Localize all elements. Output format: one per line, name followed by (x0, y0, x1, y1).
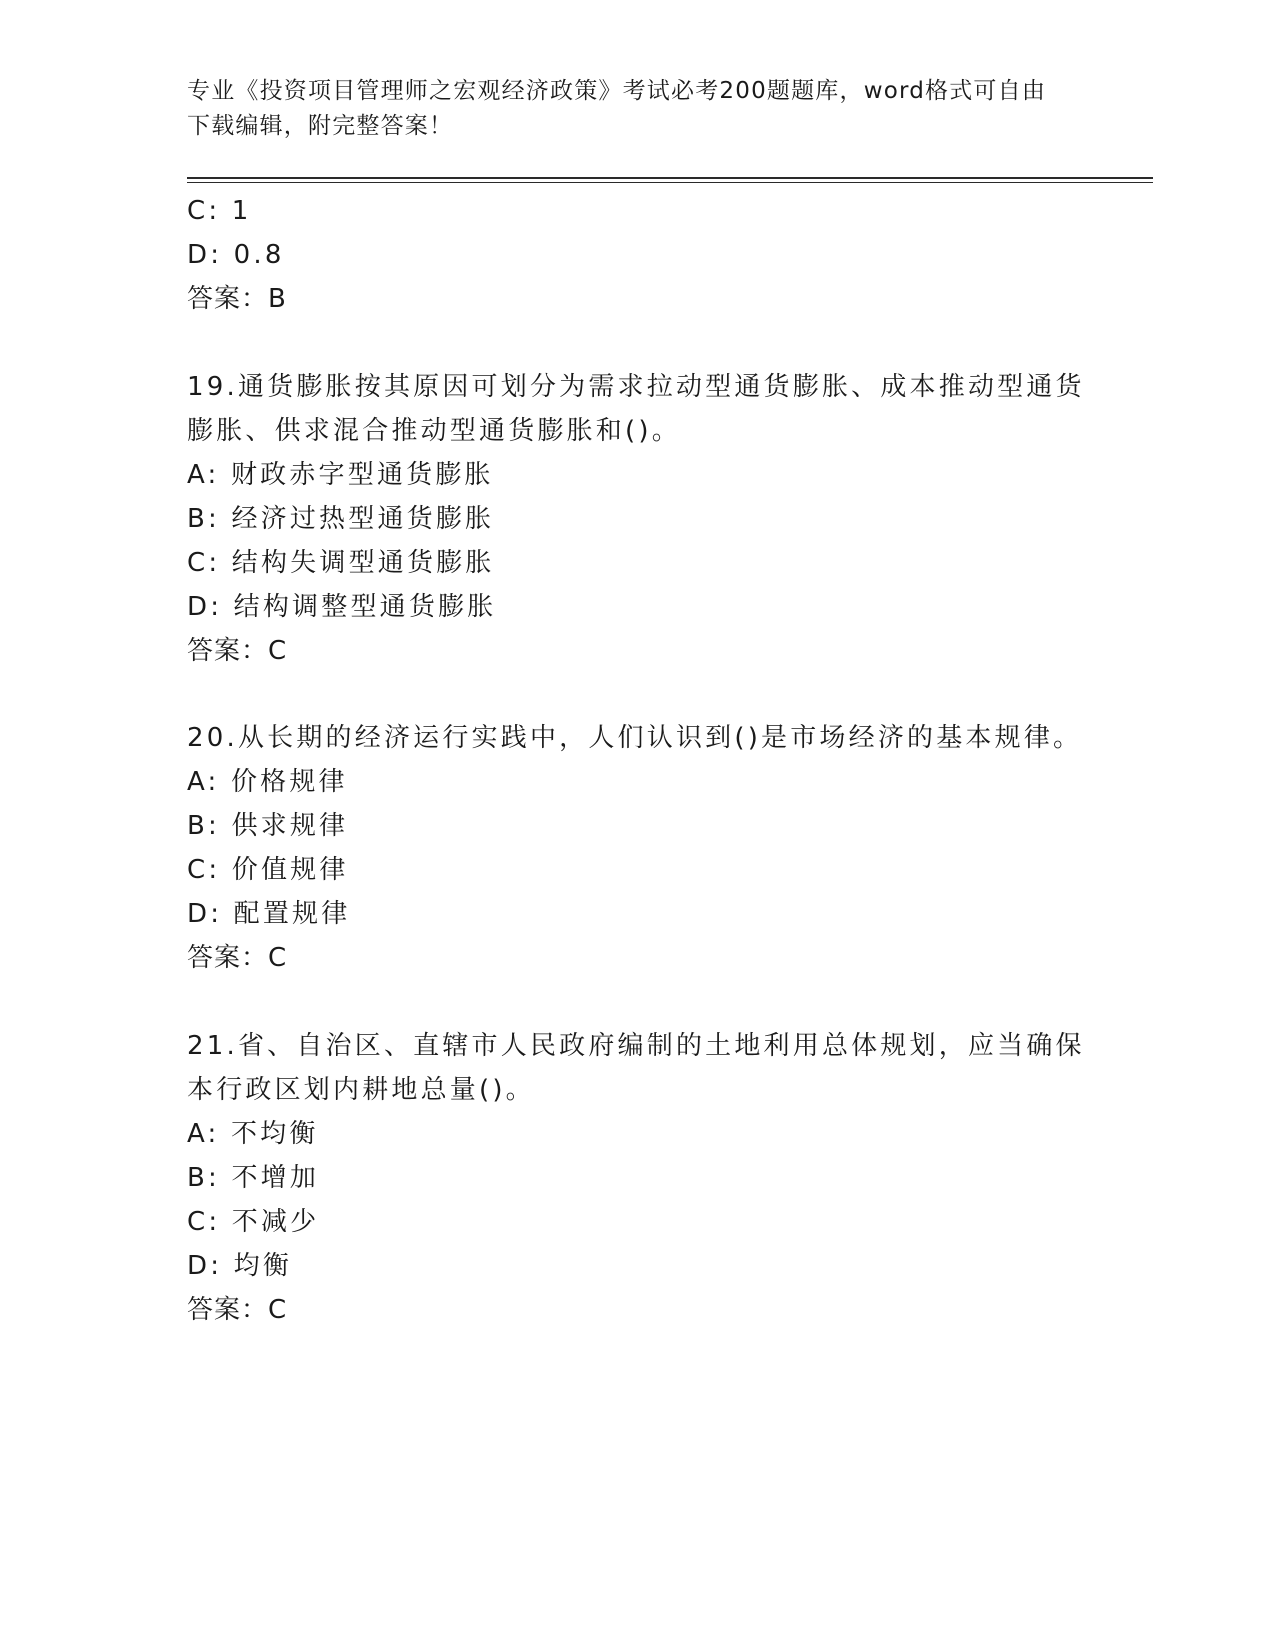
question-19-option-d: D: 结构调整型通货膨胀 (187, 592, 497, 622)
question-21-stem-line-1: 21.省、自治区、直辖市人民政府编制的土地利用总体规划，应当确保 (187, 1031, 1085, 1061)
question-21-option-a: A: 不均衡 (187, 1119, 319, 1149)
header-divider-thin (187, 182, 1153, 183)
question-21-answer: 答案：C (187, 1295, 288, 1325)
question-20-stem-line-1: 20.从长期的经济运行实践中，人们认识到()是市场经济的基本规律。 (187, 723, 1083, 753)
question-19-option-a: A: 财政赤字型通货膨胀 (187, 460, 494, 490)
question-20-option-a: A: 价格规律 (187, 767, 348, 797)
question-19-stem-line-1: 19.通货膨胀按其原因可划分为需求拉动型通货膨胀、成本推动型通货 (187, 372, 1085, 402)
question-19-option-b: B: 经济过热型通货膨胀 (187, 504, 495, 534)
question-19-option-c: C: 结构失调型通货膨胀 (187, 548, 495, 578)
question-21-stem-line-2: 本行政区划内耕地总量()。 (187, 1075, 535, 1105)
answer-prev: 答案：B (187, 284, 287, 314)
question-20-option-b: B: 供求规律 (187, 811, 349, 841)
page-header (187, 74, 1087, 144)
header-divider (187, 177, 1153, 179)
option-c-prev: C: 1 (187, 196, 252, 226)
question-19-stem-line-2: 膨胀、供求混合推动型通货膨胀和()。 (187, 416, 681, 446)
option-d-prev: D: 0.8 (187, 240, 285, 270)
question-21-option-c: C: 不减少 (187, 1207, 320, 1237)
header-line-1: 专业《投资项目管理师之宏观经济政策》考试必考200题题库，word格式可自由 (187, 78, 1047, 104)
question-20-answer: 答案：C (187, 943, 288, 973)
question-20-option-c: C: 价值规律 (187, 855, 349, 885)
question-21-option-b: B: 不增加 (187, 1163, 320, 1193)
question-21-option-d: D: 均衡 (187, 1251, 293, 1281)
header-line-2: 下载编辑，附完整答案！ (187, 113, 454, 139)
question-19-answer: 答案：C (187, 636, 288, 666)
question-20-option-d: D: 配置规律 (187, 899, 351, 929)
